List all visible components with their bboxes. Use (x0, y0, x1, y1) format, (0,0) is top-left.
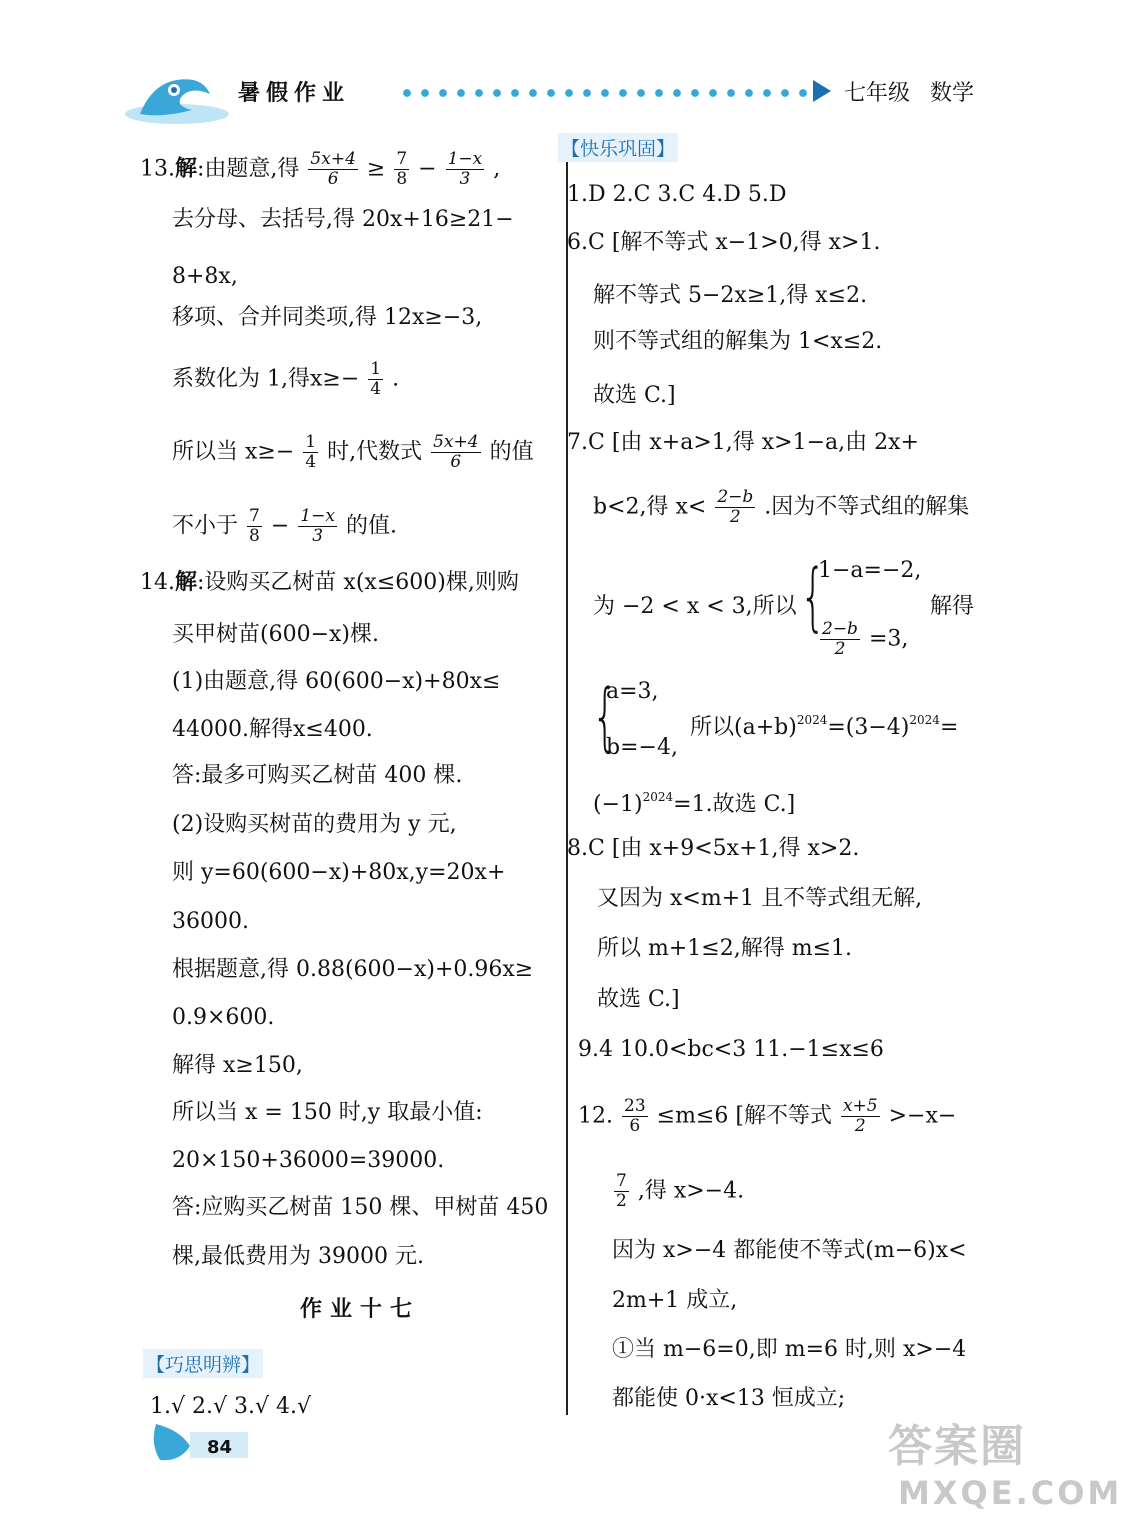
q13-line-7: 不小于 $\frac{7}{8}$ − $\frac{1-x}{3}$ 的值. (172, 506, 397, 546)
fraction: $\frac{x+5}{2}$ (842, 1096, 878, 1136)
header-grade: 七年级 (844, 81, 911, 106)
q14-line-14: 答:应购买乙树苗 150 棵、甲树苗 450 (172, 1195, 549, 1220)
watermark-logo: 答案圈 (888, 1421, 1026, 1472)
q14-line-11: 解得 x≥150, (172, 1053, 303, 1078)
header-subject: 数学 (930, 81, 975, 106)
q14-line-2: 买甲树苗(600−x)棵. (172, 622, 379, 647)
q7-system-2a: a=3, (606, 679, 659, 704)
answers-line: 1.√ 2.√ 3.√ 4.√ (150, 1394, 312, 1419)
q13-line-2: 去分母、去括号,得 20x+16≥21− (172, 207, 514, 232)
q14-line-3: (1)由题意,得 60(600−x)+80x≤ (172, 669, 501, 694)
q14-line-6: (2)设购买树苗的费用为 y 元, (172, 812, 457, 837)
q14-line-15: 棵,最低费用为 39000 元. (172, 1244, 424, 1269)
q14-line-9: 根据题意,得 0.88(600−x)+0.96x≥ (172, 957, 534, 982)
q7-line-2: b<2,得 x< $\frac{2-b}{2}$ .因为不等式组的解集 (593, 487, 970, 527)
fraction: $\frac{1}{4}$ (370, 359, 382, 399)
header-title: 暑假作业 (238, 81, 351, 106)
q8-line-1: 8.C [由 x+9<5x+1,得 x>2. (567, 836, 860, 861)
fraction: $\frac{5x+4}{6}$ (310, 149, 356, 189)
q14-line-13: 20×150+36000=39000. (172, 1148, 445, 1173)
right-line-1: 1.D 2.C 3.C 4.D 5.D (567, 182, 787, 207)
q13-line-3: 8+8x, (172, 264, 238, 289)
section-title: 作业十七 (300, 1297, 421, 1322)
q14-line-1: 14.解:设购买乙树苗 x(x≤600)棵,则购 (140, 569, 519, 595)
section-tag-kuaile: 【快乐巩固】 (558, 133, 678, 162)
q6-line-2: 解不等式 5−2x≥1,得 x≤2. (593, 283, 868, 308)
q14-line-12: 所以当 x = 150 时,y 取最小值: (172, 1100, 483, 1125)
page-number: 84 (207, 1437, 233, 1458)
q7-line-4: 所以$(a+b)^{2024}=(3-4)^{2024}=$ (690, 713, 959, 740)
watermark-url: MXQE.COM (898, 1474, 1122, 1512)
q7-line-5: $(-1)^{2024}=1$.故选 C.] (593, 790, 796, 817)
q12-line-2: $\frac{7}{2}$ ,得 x>−4. (616, 1171, 745, 1211)
header-logo (122, 66, 232, 128)
q12-line-4: 2m+1 成立, (612, 1288, 738, 1313)
fraction: $\frac{7}{2}$ (616, 1171, 627, 1211)
q7-line-1: 7.C [由 x+a>1,得 x>1−a,由 2x+ (567, 430, 919, 455)
q7-line-3-end: 解得 (930, 594, 975, 619)
q14-line-8: 36000. (172, 909, 249, 934)
section-tag-qiaosi: 【巧思明辨】 (143, 1349, 263, 1378)
q14-line-7: 则 y=60(600−x)+80x,y=20x+ (172, 860, 506, 885)
right-line-9: 9.4 10.0<bc<3 11.−1≤x≤6 (578, 1037, 884, 1062)
q12-line-6: 都能使 0·x<13 恒成立; (612, 1386, 846, 1411)
brace-icon: { (800, 554, 826, 640)
fraction: $\frac{7}{8}$ (249, 506, 260, 546)
q13-line-1: 13.解:由题意,得 $\frac{5x+4}{6}$ ≥ $\frac{7}{8}$ − $\frac{1-x}{3}$ , (140, 149, 501, 189)
q13-line-5: 系数化为 1,得x≥− $\frac{1}{4}$ . (172, 359, 400, 399)
q14-line-5: 答:最多可购买乙树苗 400 棵. (172, 763, 463, 788)
q13-line-6: 所以当 x≥− $\frac{1}{4}$ 时,代数式 $\frac{5x+4}{6}$ 的值 (172, 432, 534, 472)
fraction: $\frac{1-x}{3}$ (447, 149, 483, 189)
fraction: $\frac{7}{8}$ (396, 149, 408, 189)
brace-icon: { (592, 674, 618, 760)
q8-line-2: 又因为 x<m+1 且不等式组无解, (597, 886, 923, 911)
fraction: $\frac{5x+4}{6}$ (433, 432, 479, 472)
q13-line-4: 移项、合并同类项,得 12x≥−3, (172, 305, 483, 330)
column-divider (566, 135, 568, 1415)
q12-line-3: 因为 x>−4 都能使不等式(m−6)x< (612, 1238, 967, 1263)
fraction: $\frac{1-x}{3}$ (300, 506, 335, 546)
q8-line-4: 故选 C.] (597, 987, 680, 1012)
q7-system-1b: $\frac{2-b}{2}$ =3, (822, 619, 909, 659)
q6-line-3: 则不等式组的解集为 1<x≤2. (593, 329, 883, 354)
fraction: $\frac{1}{4}$ (305, 432, 317, 472)
q7-system-2b: b=−4, (606, 735, 678, 760)
q6-line-4: 故选 C.] (593, 383, 676, 408)
q7-system-1a: 1−a=−2, (818, 558, 922, 583)
page-number-badge (150, 1420, 250, 1464)
q12-line-5: ①当 m−6=0,即 m=6 时,则 x>−4 (612, 1337, 967, 1362)
q14-line-10: 0.9×600. (172, 1005, 275, 1030)
q7-line-3: 为 −2 < x < 3,所以 (593, 594, 797, 619)
fraction: $\frac{23}{6}$ (624, 1096, 646, 1136)
header-arrow-icon (813, 80, 831, 102)
q8-line-3: 所以 m+1≤2,解得 m≤1. (597, 936, 852, 961)
q14-line-4: 44000.解得x≤400. (172, 717, 373, 742)
fraction: $\frac{2-b}{2}$ (822, 619, 858, 659)
header-dots (398, 85, 816, 101)
q6-line-1: 6.C [解不等式 x−1>0,得 x>1. (567, 230, 881, 255)
fraction: $\frac{2-b}{2}$ (717, 487, 754, 527)
q12-line-1: 12. $\frac{23}{6}$ ≤m≤6 [解不等式 $\frac{x+5}{2}$ >−x− (578, 1096, 957, 1136)
